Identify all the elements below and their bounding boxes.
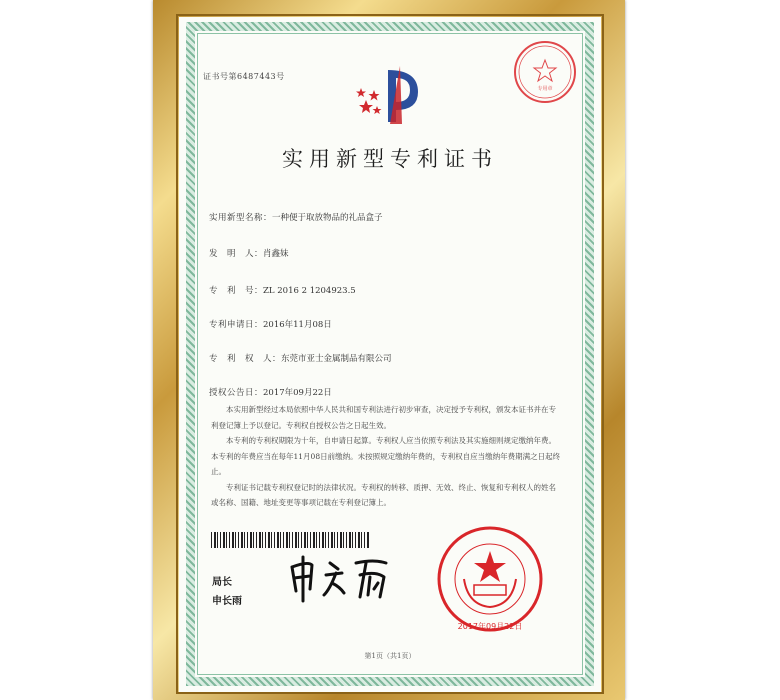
barcode bbox=[211, 532, 369, 548]
field-label: 发 明 人： bbox=[209, 249, 264, 259]
field-value: 肖鑫妹 bbox=[263, 249, 289, 259]
body-paragraph: 本实用新型经过本局依照中华人民共和国专利法进行初步审查，决定授予专利权，颁发本证书并在专利登记簿上予以登记。专利权自授权公告之日起生效。 bbox=[211, 405, 556, 430]
certificate-number: 证书号第6487443号 bbox=[203, 72, 285, 81]
sipo-emblem-icon bbox=[352, 62, 432, 130]
certificate-body bbox=[211, 402, 561, 511]
certificate-title: 实用新型专利证书 bbox=[282, 147, 498, 171]
field-label: 授权公告日： bbox=[209, 388, 264, 398]
field-label: 专 利 号： bbox=[209, 286, 264, 296]
director-label: 局长 bbox=[212, 577, 232, 588]
field-value: 一种便于取放物品的礼品盒子 bbox=[272, 213, 383, 223]
field-value: 2016年11月08日 bbox=[263, 320, 332, 330]
body-paragraph: 专利证书记载专利权登记时的法律状况。专利权的转移、质押、无效、终止、恢复和专利权人的姓名或名称、国籍、地址变更等事项记载在专利登记簿上。 bbox=[211, 482, 556, 507]
director-name-label: 申长雨 bbox=[212, 596, 242, 607]
seal-date: 2017年09月22日 bbox=[457, 622, 523, 631]
field-utility-name bbox=[209, 211, 383, 223]
field-label: 专 利 权 人： bbox=[209, 354, 282, 364]
field-grant-date bbox=[209, 386, 332, 398]
field-inventor bbox=[209, 247, 289, 259]
field-patent-number bbox=[209, 284, 356, 296]
examination-stamp-icon bbox=[511, 38, 579, 106]
field-patentee bbox=[209, 352, 392, 364]
field-label: 实用新型名称： bbox=[209, 213, 273, 223]
field-label: 专利申请日： bbox=[209, 320, 264, 330]
handwritten-signature bbox=[286, 553, 396, 605]
national-ipo-seal-icon bbox=[424, 521, 556, 633]
field-application-date bbox=[209, 318, 332, 330]
field-value: ZL 2016 2 1204923.5 bbox=[263, 286, 356, 296]
page-number: 第1页（共1页） bbox=[364, 652, 416, 660]
field-value: 2017年09月22日 bbox=[263, 388, 332, 398]
field-value: 东莞市亚士金属制品有限公司 bbox=[281, 354, 392, 364]
body-paragraph: 本专利的专利权期限为十年，自申请日起算。专利权人应当依照专利法及其实施细则规定缴纳年费。本专利的年费应当在每年11月08日前缴纳。未按照规定缴纳年费的，专利权自应当缴纳年费期满之日起终止。 bbox=[211, 436, 561, 476]
svg-text:专用章: 专用章 bbox=[537, 86, 553, 92]
